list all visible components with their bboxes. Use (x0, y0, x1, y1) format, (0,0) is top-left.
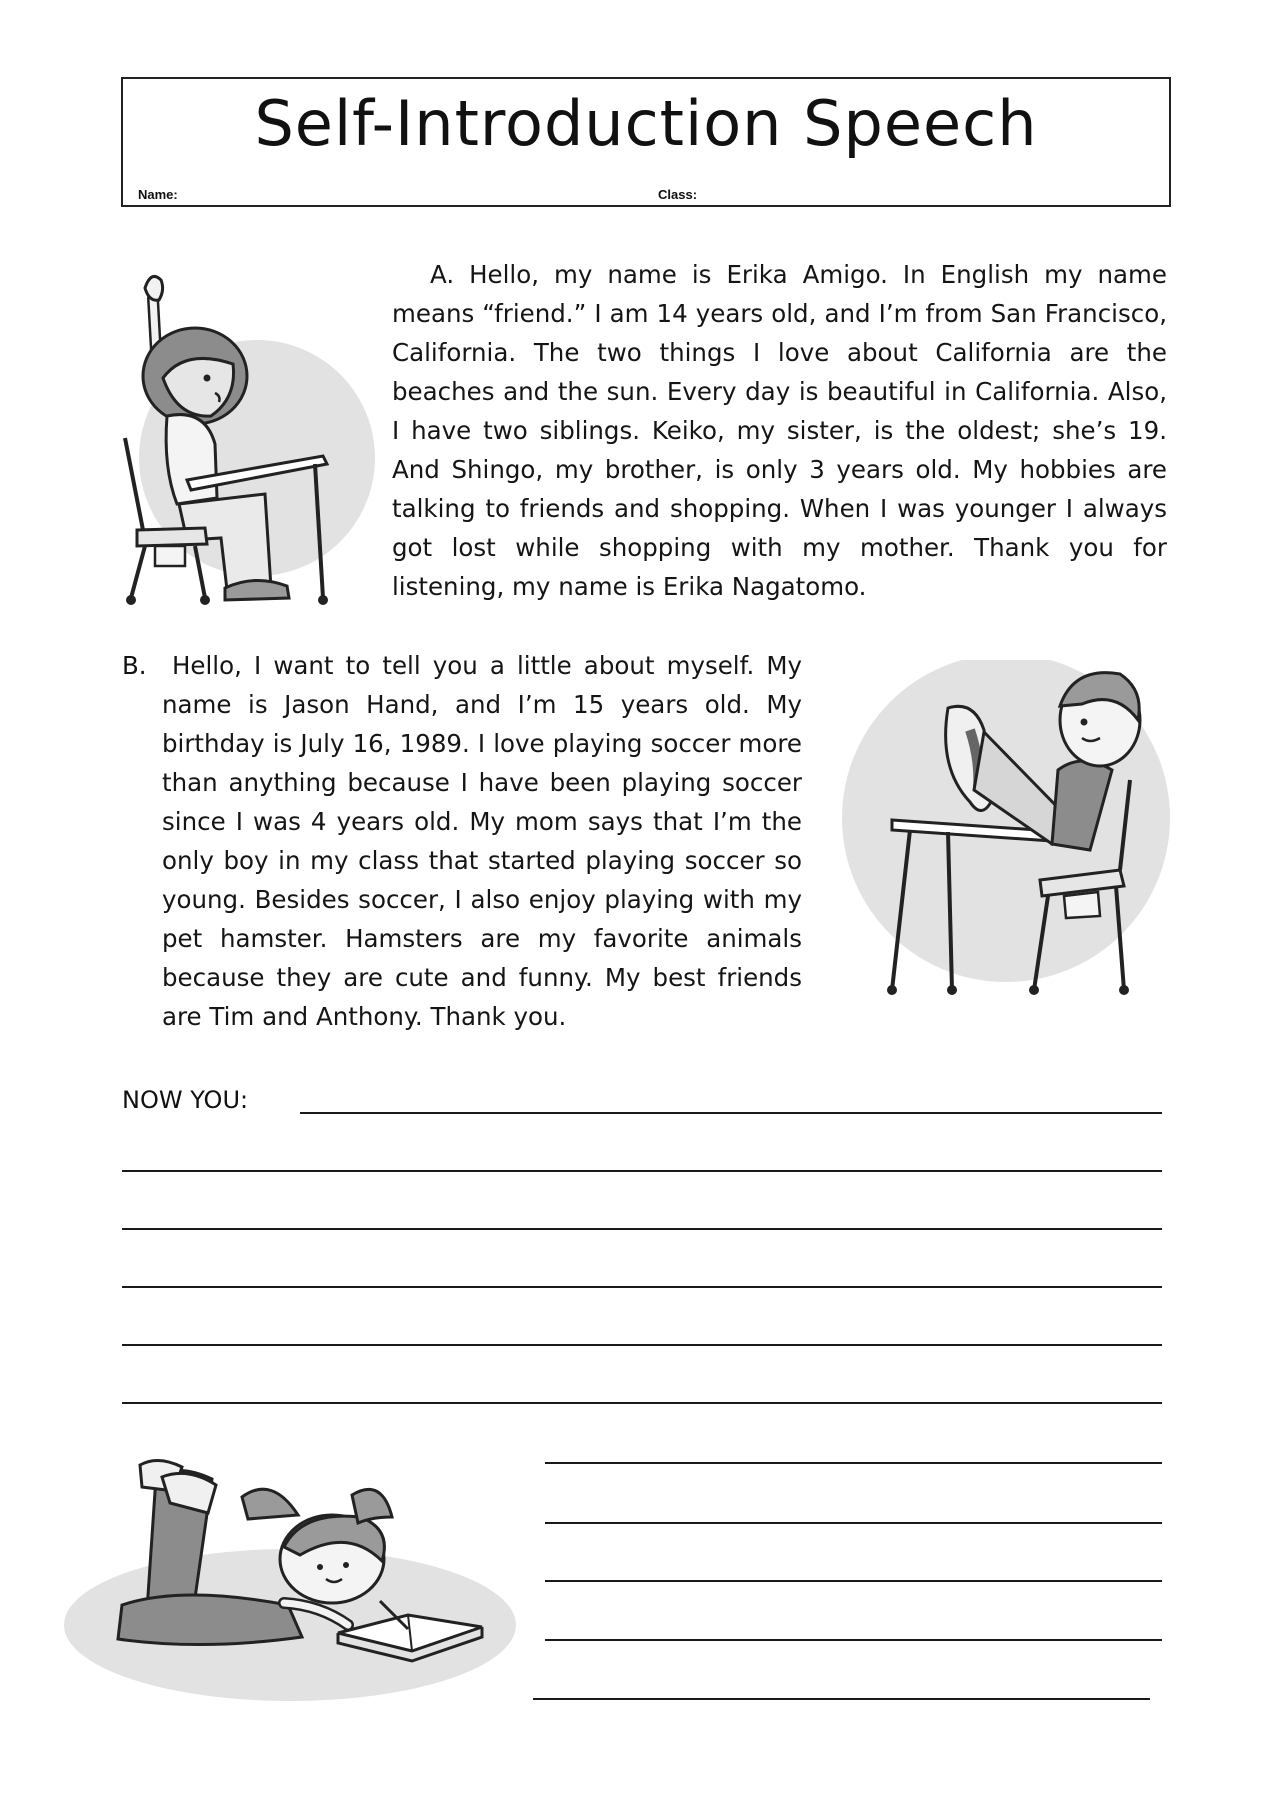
name-label: Name: (138, 187, 178, 202)
writing-line-5[interactable] (122, 1344, 1162, 1346)
writing-line-10[interactable] (545, 1639, 1162, 1641)
writing-line-9[interactable] (545, 1580, 1162, 1582)
writing-line-2[interactable] (122, 1170, 1162, 1172)
girl-at-desk-illustration (115, 268, 380, 613)
writing-line-11[interactable] (533, 1698, 1150, 1700)
class-label: Class: (658, 187, 698, 202)
page-title: Self-Introduction Speech (254, 87, 1038, 160)
title-box (121, 77, 1171, 207)
speech-a-paragraph: A. Hello, my name is Erika Amigo. In English my name means “friend.” I am 14 years old, and I’m from San Francisco, California. The two things I love about California are the beaches and the sun. Every day is beautiful in California. Also, I have two siblings. Keiko, my sister, is the oldest; she’s 19. And Shingo, my brother, is only 3 years old. My hobbies are talking to friends and shopping. When I was younger I always got lost while shopping with my mother. Thank you for listening, my name is Erika Nagatomo. (392, 260, 1167, 601)
writing-line-8[interactable] (545, 1522, 1162, 1524)
writing-line-1[interactable] (300, 1112, 1162, 1114)
girl-lying-writing-illustration (62, 1455, 517, 1705)
writing-line-3[interactable] (122, 1228, 1162, 1230)
now-you-label: NOW YOU: (122, 1086, 249, 1114)
speech-b-marker: B. (122, 651, 147, 680)
speech-b-paragraph: Hello, I want to tell you a little about myself. My name is Jason Hand, and I’m 15 years old. My birthday is July 16, 1989. I love playing soccer more than anything because I have been playing soccer since I was 4 years old. My mom says that I’m the only boy in my class that started playing soccer so young. Besides soccer, I also enjoy playing with my pet hamster. Hamsters are my favorite animals because they are cute and funny. My best friends are Tim and Anthony. Thank you. (162, 651, 802, 1031)
boy-feet-on-desk-illustration (820, 660, 1192, 995)
writing-line-6[interactable] (122, 1402, 1162, 1404)
writing-line-7[interactable] (545, 1462, 1162, 1464)
writing-line-4[interactable] (122, 1286, 1162, 1288)
